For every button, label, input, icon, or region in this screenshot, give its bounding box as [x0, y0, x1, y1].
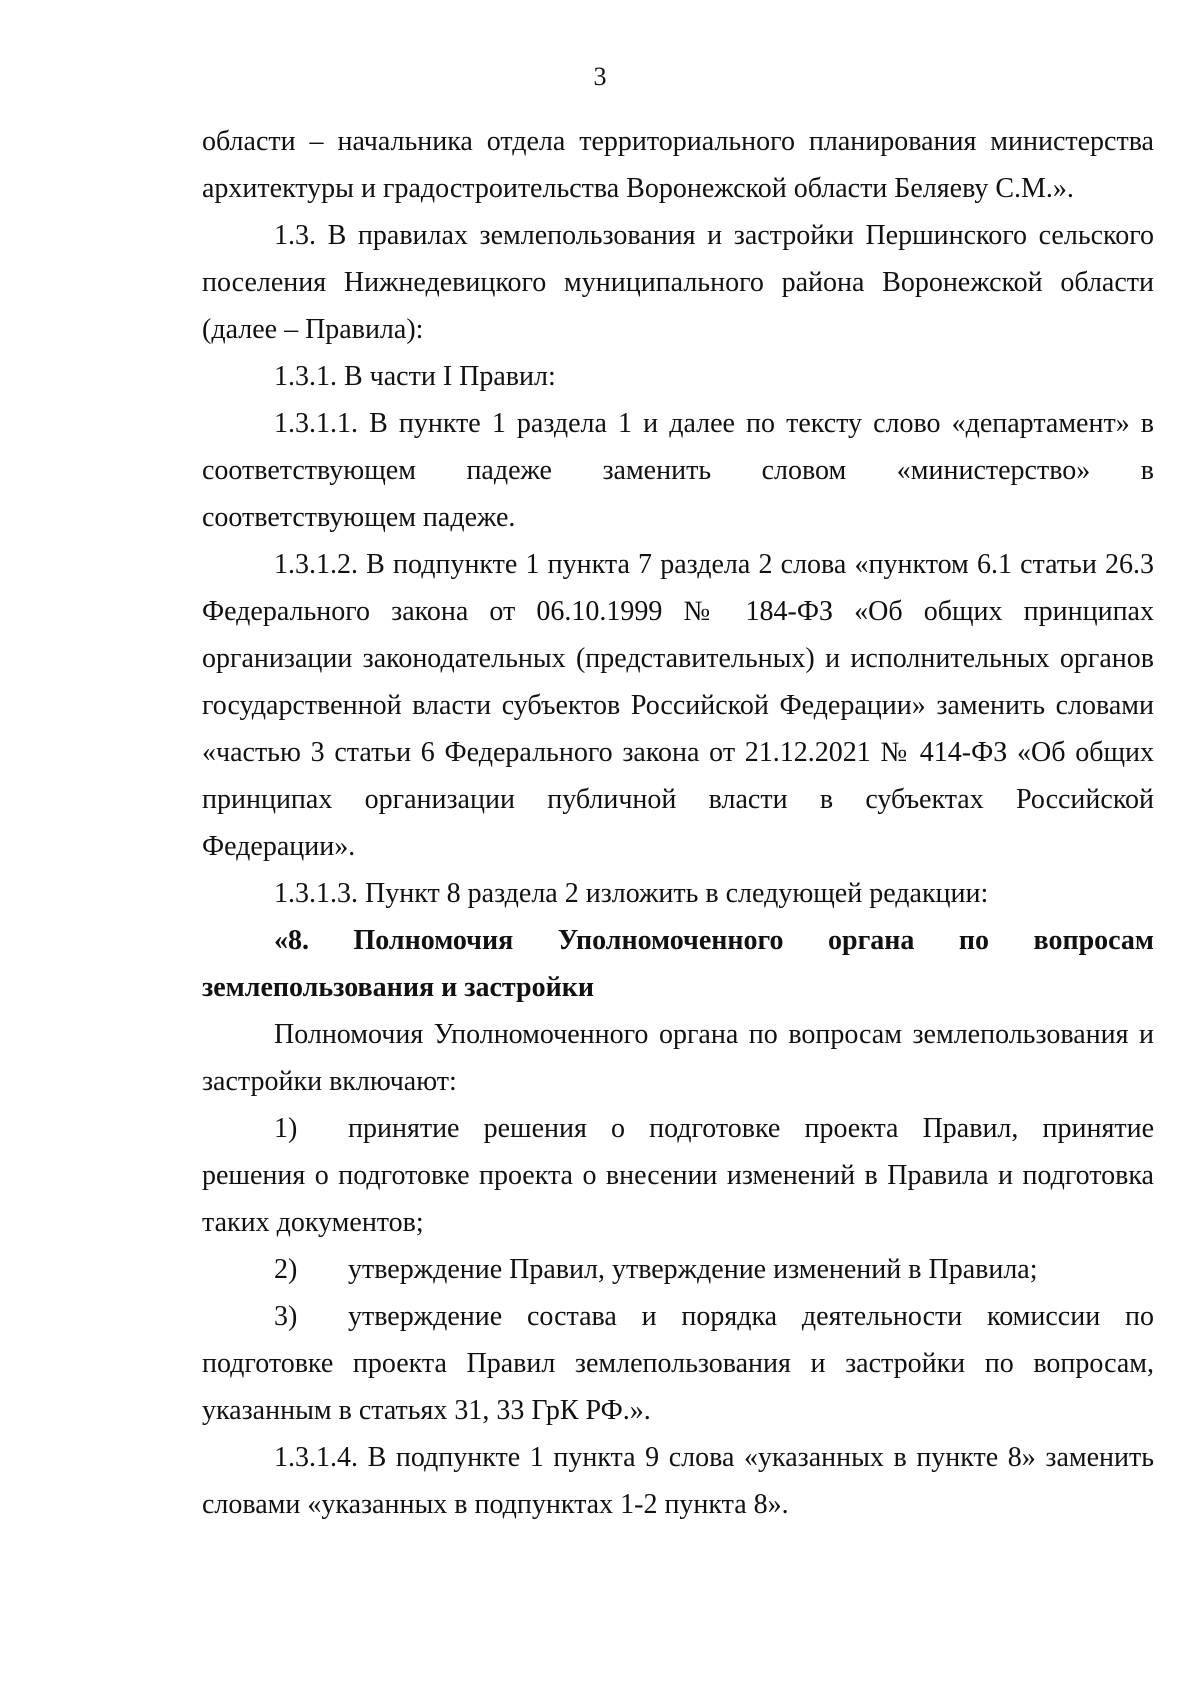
- paragraph-1-3-1-1: 1.3.1.1. В пункте 1 раздела 1 и далее по тексту слово «департамент» в соответствующем падеже заменить словом «министерство» в соответствующем падеже.: [202, 408, 1154, 533]
- paragraph-1-3-1-2: 1.3.1.2. В подпункте 1 пункта 7 раздела 2 слова «пунктом 6.1 статьи 26.3 Федерального закона от 06.10.1999 № 184-ФЗ «Об общих принципах организации законодательных (представительных) и исполнительных органов государственной власти субъектов Российской Федерации» заменить словами «частью 3 статьи 6 Федерального закона от 21.12.2021 № 414-ФЗ «Об общих принципах организации публичной власти в субъектах Российской Федерации».: [202, 549, 1154, 862]
- section-8-heading: «8. Полномочия Уполномоченного органа по вопросам землепользования и застройки: [202, 925, 1154, 1003]
- list-item-text: утверждение Правил, утверждение изменений в Правила;: [348, 1254, 1038, 1285]
- paragraph-1-3-1-3: 1.3.1.3. Пункт 8 раздела 2 изложить в следующей редакции:: [274, 878, 989, 909]
- paragraph-continuation: области – начальника отдела территориального планирования министерства архитектуры и градостроительства Воронежской области Беляеву С.М.».: [202, 126, 1154, 204]
- list-item-text: принятие решения о подготовке проекта Правил, принятие решения о подготовке проекта о внесении изменений в Правила и подготовка таких документов;: [202, 1113, 1154, 1238]
- page-number: 3: [593, 62, 607, 91]
- list-item-number: 2): [274, 1254, 298, 1285]
- list-item-number: 3): [274, 1301, 298, 1332]
- list-item: [202, 1105, 1154, 1246]
- list-item-text: утверждение состава и порядка деятельности комиссии по подготовке проекта Правил землепользования и застройки по вопросам, указанным в статьях 31, 33 ГрК РФ.».: [202, 1301, 1154, 1426]
- list-item: [202, 1293, 1154, 1434]
- paragraph-1-3-1: 1.3.1. В части I Правил:: [274, 361, 556, 392]
- list-item: [202, 1246, 1154, 1293]
- paragraph-1-3: 1.3. В правилах землепользования и застройки Першинского сельского поселения Нижнедевицкого муниципального района Воронежской области (далее – Правила):: [202, 220, 1154, 345]
- paragraph-powers-intro: Полномочия Уполномоченного органа по вопросам землепользования и застройки включают:: [202, 1019, 1154, 1097]
- paragraph-1-3-1-4: 1.3.1.4. В подпункте 1 пункта 9 слова «указанных в пункте 8» заменить словами «указанных в подпунктах 1-2 пункта 8».: [202, 1442, 1154, 1520]
- list-item-number: 1): [274, 1113, 298, 1144]
- document-body: [202, 118, 1154, 1528]
